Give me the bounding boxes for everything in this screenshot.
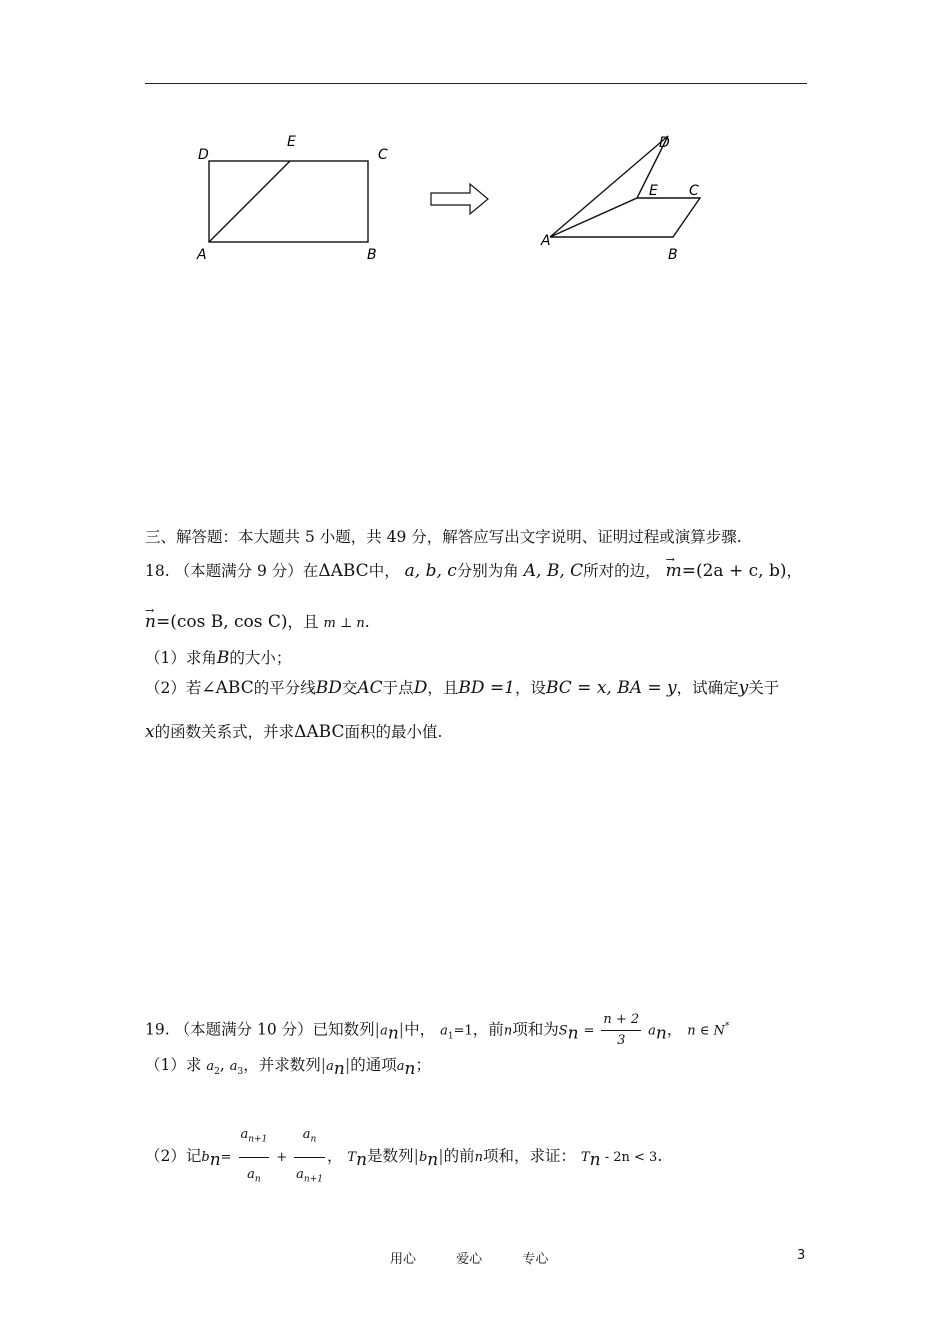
fold-arrow-icon [431, 184, 488, 214]
q19-part2: （2）记$b_n=$ $\frac{a_{n+1}}{a_n}$ + $\frac{a_n}{a_{n+1}}$ ， $T_n$是数列$|b_n|$的前n项和，求证： $T_n - 2n < 3$. [145, 1118, 662, 1196]
label-b: B [367, 247, 377, 263]
folding-figure [140, 120, 840, 280]
folded-figure [540, 135, 700, 263]
label-b2: B [668, 247, 678, 263]
footer-word-2: 爱心 [456, 1252, 483, 1267]
q18-part1: （1）求角B的大小； [145, 648, 292, 668]
header-rule [145, 83, 807, 84]
q18-line1: 18. （本题满分 9 分）在ΔABC中， a, b, c分别为角 A, B, C所对的边， → m=(2a + c, b)， [145, 561, 802, 581]
label-a: A [197, 247, 207, 263]
label-c2: C [689, 183, 699, 199]
label-e2: E [649, 183, 658, 199]
label-d: D [198, 147, 209, 163]
footer-word-1: 用心 [390, 1252, 417, 1267]
label-c: C [378, 147, 388, 163]
label-d2: D [659, 135, 670, 151]
q18-line2: → n=(cos B, cos C)，且 m ⊥ n. [145, 612, 370, 634]
segment-ae [209, 161, 290, 242]
label-a2: A [541, 233, 551, 249]
label-e: E [287, 134, 296, 150]
q19-part1: （1）求 $a_2$, $a_3$，并求数列$|a_n|$的通项$a_n$； [145, 1055, 431, 1080]
rectangle-figure [196, 134, 388, 263]
footer-motto [390, 1248, 584, 1267]
q19-line1: 19. （本题满分 10 分）已知数列$|a_n|$中， $a_1=1$，前n项和为$S_n$ = $\frac{n + 2}{3}$ $a_n$， n ∈ N* [145, 1012, 730, 1048]
rectangle-abcd [209, 161, 368, 242]
footer-word-3: 专心 [522, 1252, 549, 1267]
q18-part2: （2）若∠ABC的平分线BD交AC于点D，且BD =1，设BC = x, BA = y，试确定y关于 [145, 678, 780, 698]
q18-part2-cont: x的函数关系式，并求ΔABC面积的最小值. [145, 722, 443, 742]
section-heading: 三、解答题：本大题共 5 小题，共 49 分，解答应写出文字说明、证明过程或演算步骤. [145, 528, 742, 546]
page-number: 3 [797, 1248, 806, 1263]
